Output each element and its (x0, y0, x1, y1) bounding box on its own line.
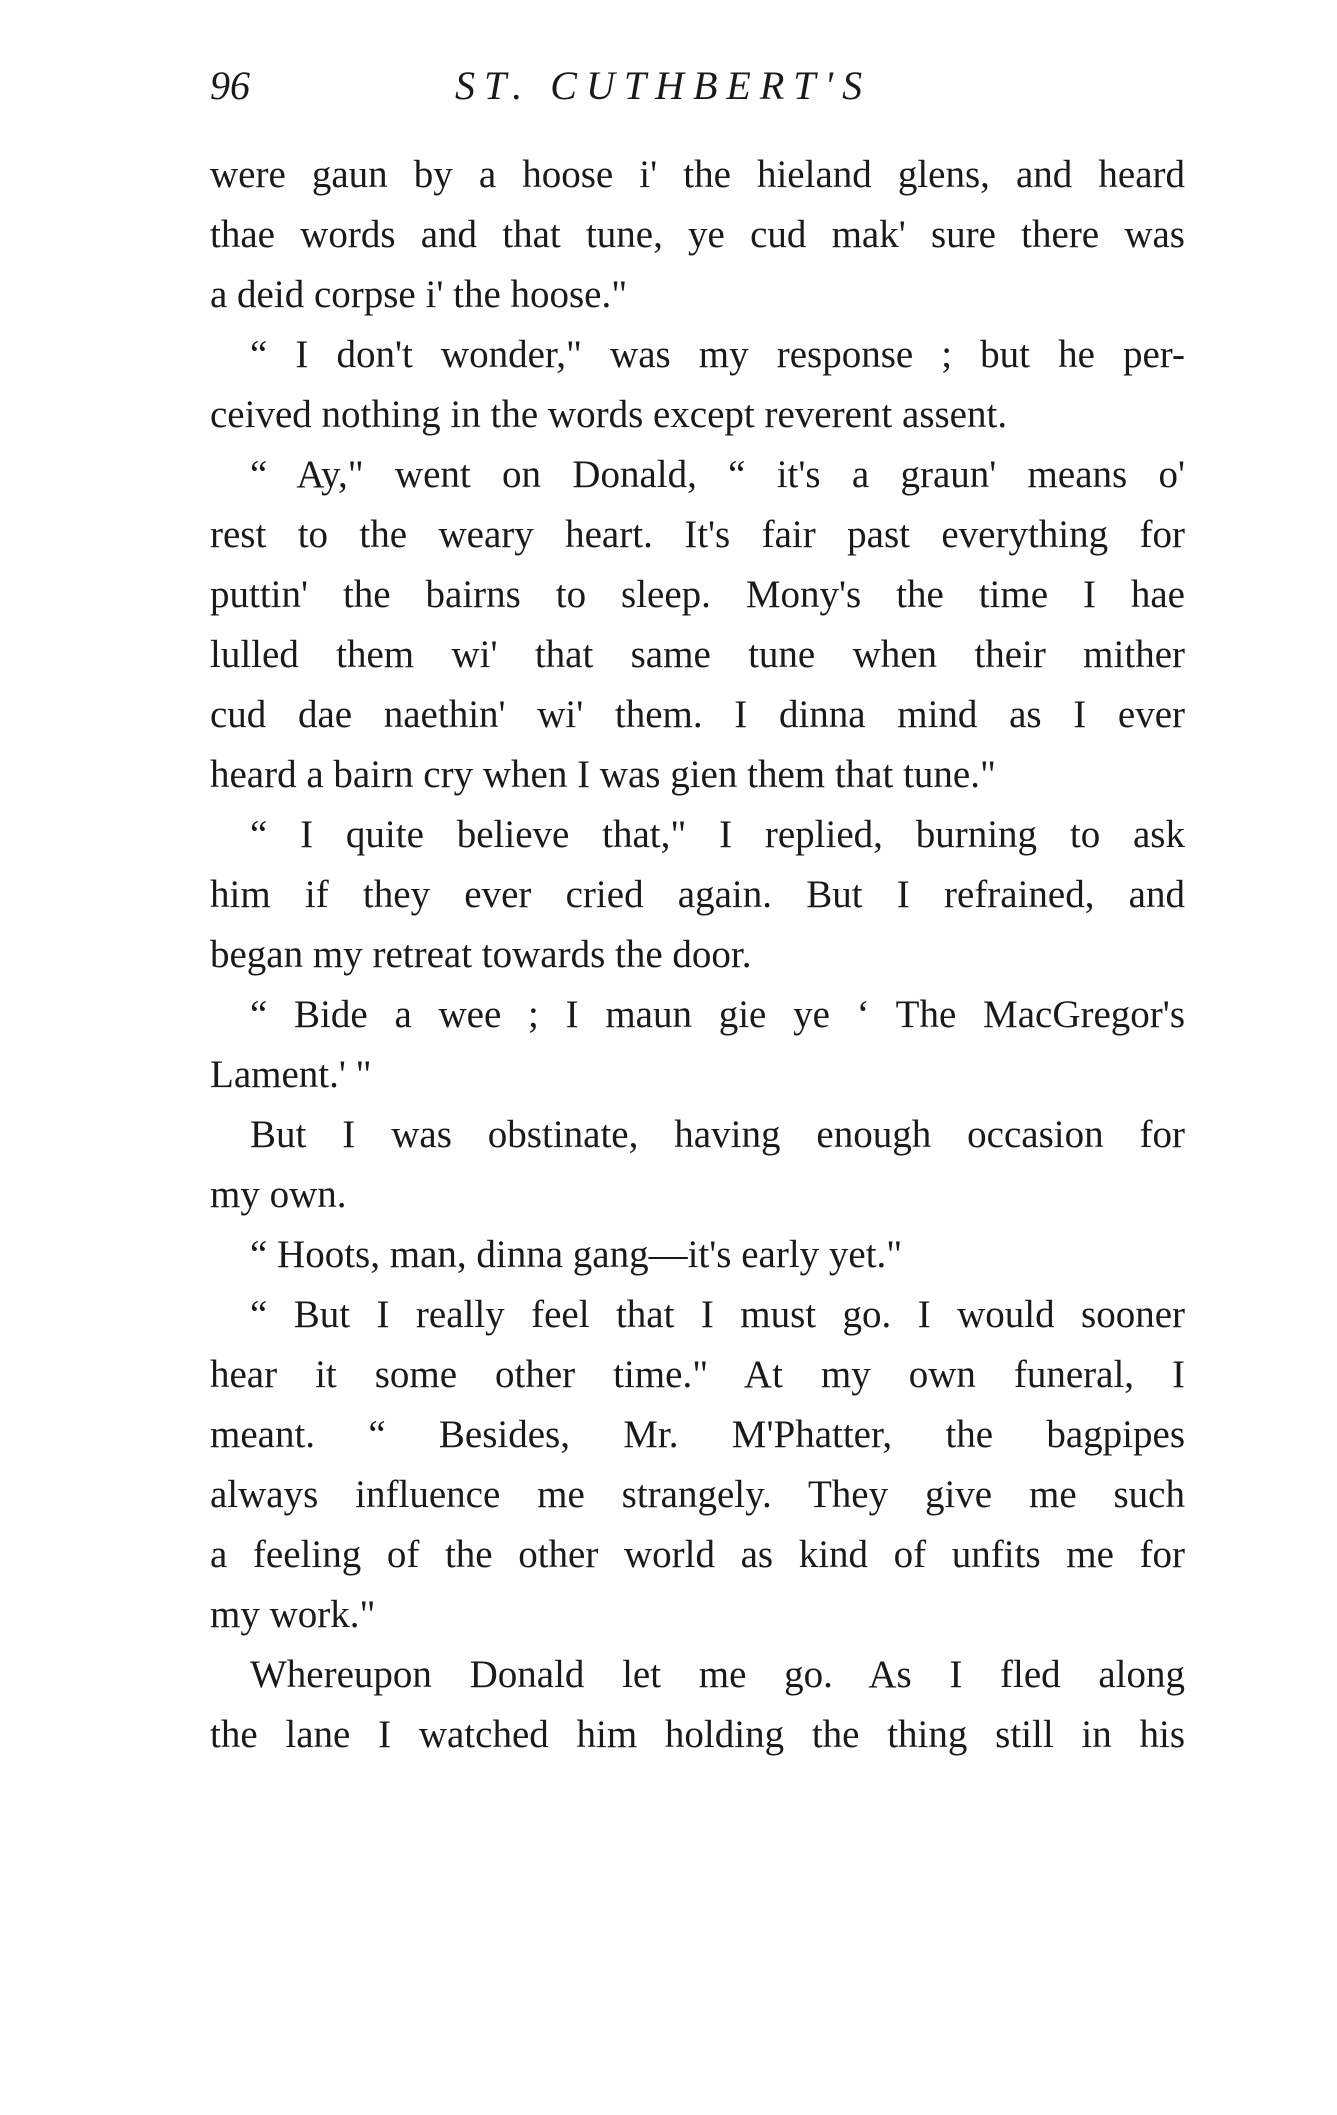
text-line: Lament.' " (210, 1053, 372, 1096)
text-line: “ Bide a wee ; I maun gie ye ‘ The MacGregor's (250, 993, 1185, 1036)
page-number: 96 (210, 63, 250, 108)
text-line: him if they ever cried again. But I refrained, and (210, 873, 1185, 916)
text-line: But I was obstinate, having enough occasion for (250, 1113, 1185, 1156)
text-line: rest to the weary heart. It's fair past everything for (210, 513, 1185, 556)
text-line: the lane I watched him holding the thing still in his (210, 1713, 1185, 1756)
text-line: a feeling of the other world as kind of unfits me for (210, 1533, 1185, 1576)
text-line: puttin' the bairns to sleep. Mony's the time I hae (210, 573, 1185, 616)
text-line: my work." (210, 1593, 376, 1636)
text-line: “ Hoots, man, dinna gang—it's early yet." (250, 1233, 903, 1276)
text-line: heard a bairn cry when I was gien them that tune." (210, 753, 996, 796)
body-text (210, 145, 1185, 1765)
text-line: meant. “ Besides, Mr. M'Phatter, the bagpipes (210, 1413, 1185, 1456)
text-line: always influence me strangely. They give me such (210, 1473, 1185, 1516)
text-line: “ Ay," went on Donald, “ it's a graun' means o' (250, 453, 1185, 496)
text-line: Whereupon Donald let me go. As I fled along (250, 1653, 1185, 1696)
text-line: lulled them wi' that same tune when their mither (210, 633, 1185, 676)
text-line: hear it some other time." At my own funeral, I (210, 1353, 1185, 1396)
text-line: a deid corpse i' the hoose." (210, 273, 628, 316)
text-line: “ I don't wonder," was my response ; but he per- (250, 333, 1185, 376)
text-line: began my retreat towards the door. (210, 933, 752, 976)
text-line: ceived nothing in the words except reverent assent. (210, 393, 1008, 436)
running-head: ST. CUTHBERT'S (455, 63, 872, 108)
page-header (210, 62, 1185, 122)
text-line: “ But I really feel that I must go. I would sooner (250, 1293, 1185, 1336)
text-line: were gaun by a hoose i' the hieland glens, and heard (210, 153, 1185, 196)
text-line: cud dae naethin' wi' them. I dinna mind as I ever (210, 693, 1185, 736)
text-line: “ I quite believe that," I replied, burning to ask (250, 813, 1185, 856)
text-line: thae words and that tune, ye cud mak' sure there was (210, 213, 1185, 256)
text-line: my own. (210, 1173, 347, 1216)
